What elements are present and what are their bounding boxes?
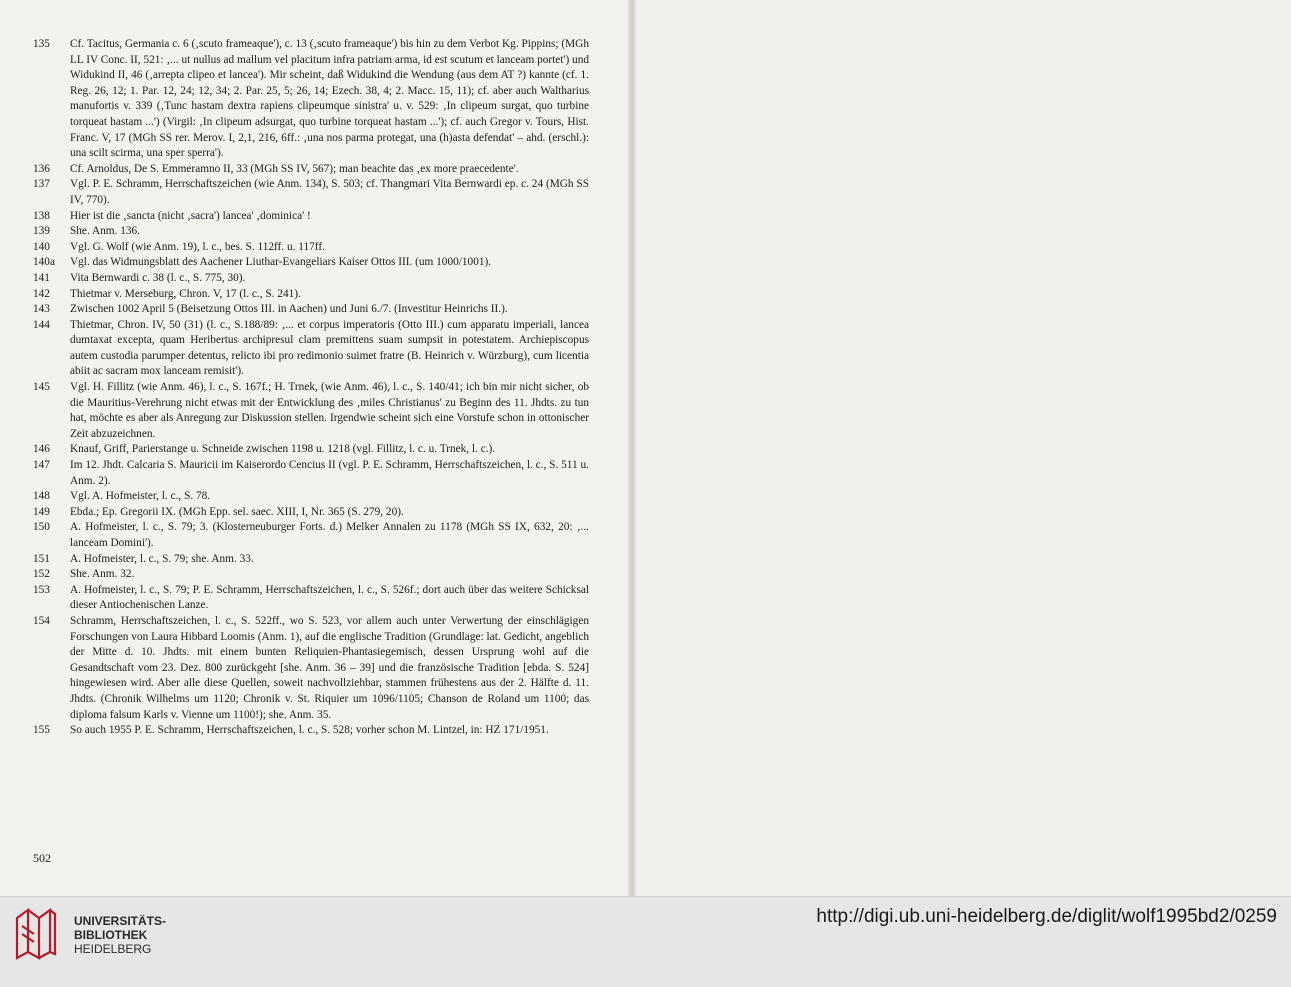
footnote-number: 141 [33, 271, 50, 284]
footnote-number: 143 [33, 303, 50, 316]
footnote-number: 142 [33, 287, 50, 300]
footnote-number: 137 [33, 178, 50, 191]
footnote [33, 37, 589, 162]
footnote-text: Vita Bernwardi c. 38 (l. c., S. 775, 30). [70, 271, 246, 284]
document-url-link[interactable]: http://digi.ub.uni-heidelberg.de/diglit/wolf1995bd2/0259 [816, 906, 1277, 927]
footnote [33, 287, 589, 303]
footnote [33, 614, 589, 723]
footnote-number: 150 [33, 521, 50, 534]
footnote-text: A. Hofmeister, l. c., S. 79; 3. (Klosterneuburger Forts. d.) Melker Annalen zu 1178 (MGh SS IX, 632, 20: ‚... lanceam Domini'). [70, 521, 589, 549]
footnote [33, 255, 589, 271]
footnote-number: 151 [33, 552, 50, 565]
footnote-number: 140 [33, 240, 50, 253]
footnote-text: She. Anm. 136. [70, 225, 140, 238]
left-page-number: 502 [33, 851, 51, 865]
footnote-text: Im 12. Jhdt. Calcaria S. Mauricii im Kaiserordo Cencius II (vgl. P. E. Schramm, Herrschaftszeichen, l. c., S. 511 u. Anm. 2). [70, 459, 589, 487]
footnote-number: 145 [33, 381, 50, 394]
left-page [0, 0, 632, 896]
footnote [33, 489, 589, 505]
footnote-text: Vgl. das Widmungsblatt des Aachener Liuthar-Evangeliars Kaiser Ottos III. (um 1000/1001). [70, 256, 492, 269]
footnote-number: 136 [33, 162, 50, 175]
footnote-text: She. Anm. 32. [70, 568, 135, 581]
footnote-number: 155 [33, 724, 50, 737]
footnote-number: 146 [33, 443, 50, 456]
footnote-number: 140a [33, 256, 55, 269]
footnote-number: 147 [33, 459, 50, 472]
footnote [33, 271, 589, 287]
footnote-text: Thietmar v. Merseburg, Chron. V, 17 (l. c., S. 241). [70, 287, 301, 300]
footnote-text: Vgl. H. Fillitz (wie Anm. 46), l. c., S. 167f.; H. Trnek, (wie Anm. 46), l. c., S. 140/41; ich bin mir nicht sicher, ob die Mauritius-Verehrung nicht etwas mit der Entwicklung des ‚miles Christianus' zu Beginn des 11. Jhdts. zu tun hat, möchte es aber als Anregung zur Diskussion stellen. Irgendwie scheint sich eine Vorstufe schon in ottonischer Zeit abzuzeichnen. [70, 381, 589, 440]
footnote [33, 723, 589, 739]
footnote-number: 139 [33, 225, 50, 238]
footnote [33, 380, 589, 442]
footnote [33, 442, 589, 458]
left-footnotes [33, 37, 589, 739]
footnote-number: 138 [33, 209, 50, 222]
footnote [33, 458, 589, 489]
footnote-text: So auch 1955 P. E. Schramm, Herrschaftszeichen, l. c., S. 528; vorher schon M. Lintzel, in: HZ 171/1951. [70, 724, 549, 737]
footnote-number: 149 [33, 505, 50, 518]
footnote-text: Cf. Tacitus, Germania c. 6 (‚scuto frameaque'), c. 13 (‚scuto frameaque') bis hin zu dem Verbot Kg. Pippins; (MGh LL IV Conc. II, 521: ‚... ut nullus ad mallum vel placitum infra patriam arma, id est scutum et lanceam portet') und Widukind II, 46 (‚arrepta clipeo et lancea'). Mir scheint, daß Widukind die Wendung (aus dem AT ?) kannte (cf. 1. Reg. 26, 12; 1. Par. 12, 24; 12, 34; 2. Par. 25, 5; 26, 14; Ezech. 38, 4; 2. Macc. 15, 11); cf. aber auch Waltharius manufortis v. 339 (‚Tunc hastam dextra rapiens clipeumque sinistra' u. v. 529: ‚In clipeum surgat, quo turbine torqueat hastam ...') (Virgil: ‚In clipeum adsurgat, quo turbine torqueat hastam ...'); cf. auch Gregor v. Tours, Hist. Franc. V, 17 (MGh SS rer. Merov. I, 2,1, 216, 6ff.: ‚una nos parma protegat, una (h)asta defendat' – ahd. (erschl.): una scilt scirma, una sper sperra'). [70, 38, 589, 160]
library-name[interactable] [74, 914, 166, 956]
footnote [33, 240, 589, 256]
library-name-line1: UNIVERSITÄTS- [74, 914, 167, 928]
library-name-line2: BIBLIOTHEK [74, 928, 148, 942]
footnote-text: Schramm, Herrschaftszeichen, l. c., S. 522ff., wo S. 523, vor allem auch unter Verwertung der einschlägigen Forschungen von Laura Hibbard Loomis (Anm. 1), auf die englische Tradition (Grundlage: lat. Gedicht, angeblich der Mitte d. 10. Jhdts. mit einem bunten Reliquien-Phantasiegemisch, dessen Ursprung wohl auf die Gesandtschaft vom 23. Dez. 800 zurückgeht [she. Anm. 36 – 39] und die französische Tradition [ebda. S. 524] hingewiesen wird. Aber alle diese Quellen, soweit nachvollziehbar, stammen frühestens aus der 2. Hälfte d. 11. Jhdts. (Chronik Wilhelms um 1120; Chronik v. St. Riquier um 1096/1105; Chanson de Roland um 1100; das diploma falsum Karls v. Vienne um 1100!); she. Anm. 35. [70, 614, 589, 721]
footnote [33, 302, 589, 318]
footnote-number: 153 [33, 583, 50, 596]
footnote-text: Knauf, Griff, Parierstange u. Schneide zwischen 1198 u. 1218 (vgl. Fillitz, l. c. u. Trnek, l. c.). [70, 443, 496, 456]
footnote [33, 505, 589, 521]
footnote-text: Vgl. A. Hofmeister, l. c., S. 78. [70, 490, 211, 503]
footnote-number: 152 [33, 568, 50, 581]
footnote-text: A. Hofmeister, l. c., S. 79; P. E. Schramm, Herrschaftszeichen, l. c., S. 526f.; dort auch über das weitere Schicksal dieser Antiochenischen Lanze. [70, 583, 589, 612]
footnote [33, 318, 589, 380]
footnote [33, 209, 589, 225]
footnote-text: Thietmar, Chron. IV, 50 (31) (l. c., S.188/89: ‚... et corpus imperatoris (Otto III.) cum apparatu imperiali, lancea dumtaxat excepta, quam Heribertus archipresul clam premittens suam sumpsit in potestatem. Archiepiscopus autem custodia parumper detentus, relicto ibi pro redimonio suimet fratre (B. Heinrich v. Würzburg), cum licentia abiit ac sacram mox lanceam remisit'). [70, 318, 589, 378]
footnote-text: Hier ist die ‚sancta (nicht ‚sacra') lancea' ‚dominica' ! [70, 209, 311, 222]
footnote-text: Vgl. P. E. Schramm, Herrschaftszeichen (wie Anm. 134), S. 503; cf. Thangmari Vita Bernwardi ep. c. 24 (MGh SS IV, 770). [70, 178, 589, 206]
library-name-line3: HEIDELBERG [74, 942, 152, 956]
footnote-text: Vgl. G. Wolf (wie Anm. 19), l. c., bes. S. 112ff. u. 117ff. [70, 240, 325, 253]
footnote-text: A. Hofmeister, l. c., S. 79; she. Anm. 33. [70, 552, 254, 565]
footnote-text: Cf. Arnoldus, De S. Emmeramno II, 33 (MGh SS IV, 567); man beachte das ‚ex more praecedente'. [70, 162, 519, 175]
footnote [33, 520, 589, 551]
right-page [636, 0, 1291, 896]
footnote-text: Ebda.; Ep. Gregorii IX. (MGh Epp. sel. saec. XIII, I, Nr. 365 (S. 279, 20). [70, 505, 404, 518]
footnote [33, 177, 589, 208]
footnote [33, 224, 589, 240]
footnote-text: Zwischen 1002 April 5 (Beisetzung Ottos III. in Aachen) und Juni 6./7. (Investitur Heinrichs II.). [70, 303, 508, 316]
footnote-number: 154 [33, 614, 50, 627]
footnote [33, 567, 589, 583]
footnote-number: 144 [33, 318, 50, 331]
footnote-number: 148 [33, 490, 50, 503]
footnote-number: 135 [33, 38, 50, 50]
ub-heidelberg-logo-icon [14, 906, 58, 960]
footnote [33, 162, 589, 178]
footnote [33, 583, 589, 614]
footnote [33, 552, 589, 568]
